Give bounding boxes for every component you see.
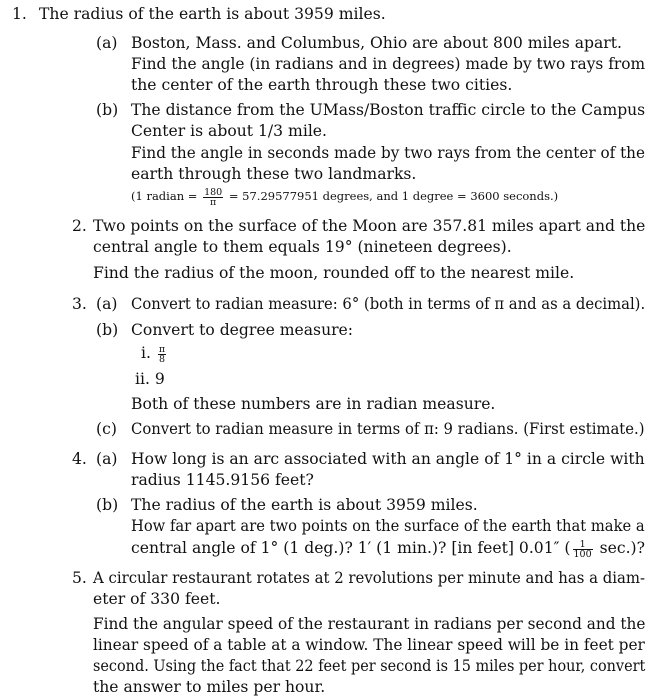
problem-3b-subitem-ii (135, 369, 165, 390)
problem-3b-subitem-i (141, 343, 168, 364)
problem-5-line: linear speed of a table at a window. The linear speed will be in feet per (93, 636, 645, 654)
fraction-denominator: 100 (573, 548, 592, 560)
problem-1b-line: The distance from the UMass/Boston traffic circle to the Campus (131, 101, 646, 119)
problem-1-number: 1. (12, 5, 27, 23)
problem-5-number: 5. (72, 569, 87, 587)
problem-4b-label: (b) (96, 496, 119, 514)
line-suffix: sec.)? (594, 539, 645, 557)
problem-1b-line: earth through these two landmarks. (131, 165, 417, 183)
problem-5-line: the answer to miles per hour. (93, 678, 326, 696)
problem-4b-line: How far apart are two points on the surface of the earth that make a (131, 517, 645, 535)
problem-3c-line: Convert to radian measure in terms of π: 9 radians. (First estimate.) (131, 420, 645, 438)
subitem-value: 9 (154, 370, 165, 388)
problem-3b-line: Convert to degree measure: (131, 321, 354, 339)
problem-1b-line: Center is about 1/3 mile. (131, 122, 327, 140)
problem-1b-label: (b) (96, 101, 119, 119)
problem-4b-line: The radius of the earth is about 3959 miles. (131, 496, 478, 514)
problem-1a-line: Find the angle (in radians and in degrees) made by two rays from (131, 55, 646, 73)
problem-3c-label: (c) (96, 420, 117, 438)
problem-2-number: 2. (72, 217, 87, 235)
problem-1a-line: the center of the earth through these two cities. (131, 76, 513, 94)
problem-2-line: Two points on the surface of the Moon are 357.81 miles apart and the (93, 217, 646, 235)
problem-3-number: 3. (72, 295, 87, 313)
fraction-pi-over-8 (158, 345, 166, 364)
problem-1b-line: Find the angle in seconds made by two rays from the center of the (131, 144, 645, 162)
problem-4a-line: How long is an arc associated with an angle of 1° in a circle with (131, 450, 645, 468)
problem-2-line: Find the radius of the moon, rounded off to the nearest mile. (93, 264, 575, 282)
problem-1-text: The radius of the earth is about 3959 miles. (39, 5, 386, 23)
problem-4-number: 4. (72, 450, 87, 468)
fraction-1-over-100 (573, 540, 593, 559)
line-prefix: central angle of 1° (1 deg.)? 1′ (1 min.)? [in feet] 0.01″ ( (131, 539, 571, 557)
radian-conversion-note (131, 184, 558, 208)
note-prefix: (1 radian = (131, 189, 202, 203)
problem-1a-label: (a) (96, 34, 118, 52)
note-suffix: = 57.29577951 degrees, and 1 degree = 3600 seconds.) (225, 189, 559, 203)
problem-1a-line: Boston, Mass. and Columbus, Ohio are about 800 miles apart. (131, 34, 622, 52)
fraction-180-over-pi (203, 188, 223, 207)
problem-4a-label: (a) (96, 450, 118, 468)
fraction-numerator: 180 (204, 186, 223, 198)
problem-5-line: Find the angular speed of the restaurant in radians per second and the (93, 615, 646, 633)
problem-2-line: central angle to them equals 19° (nineteen degrees). (93, 238, 512, 256)
problem-3b-label: (b) (96, 321, 119, 339)
fraction-denominator: 8 (159, 353, 166, 365)
problem-5-line: eter of 330 feet. (93, 590, 221, 608)
problem-5-line: A circular restaurant rotates at 2 revolutions per minute and has a diam- (93, 569, 646, 587)
problem-3b-after: Both of these numbers are in radian measure. (131, 395, 496, 413)
subitem-label: ii. (135, 370, 150, 388)
problem-4b-last-line (131, 536, 645, 560)
problem-3a-line: Convert to radian measure: 6° (both in terms of π and as a decimal). (131, 295, 646, 313)
problem-3a-label: (a) (96, 295, 118, 313)
subitem-label: i. (141, 344, 151, 362)
problem-5-line: second. Using the fact that 22 feet per second is 15 miles per hour, convert (93, 657, 646, 675)
fraction-numerator: π (158, 343, 166, 355)
fraction-numerator: 1 (573, 540, 593, 550)
problem-4a-line: radius 1145.9156 feet? (131, 471, 314, 489)
fraction-denominator: π (210, 196, 217, 208)
